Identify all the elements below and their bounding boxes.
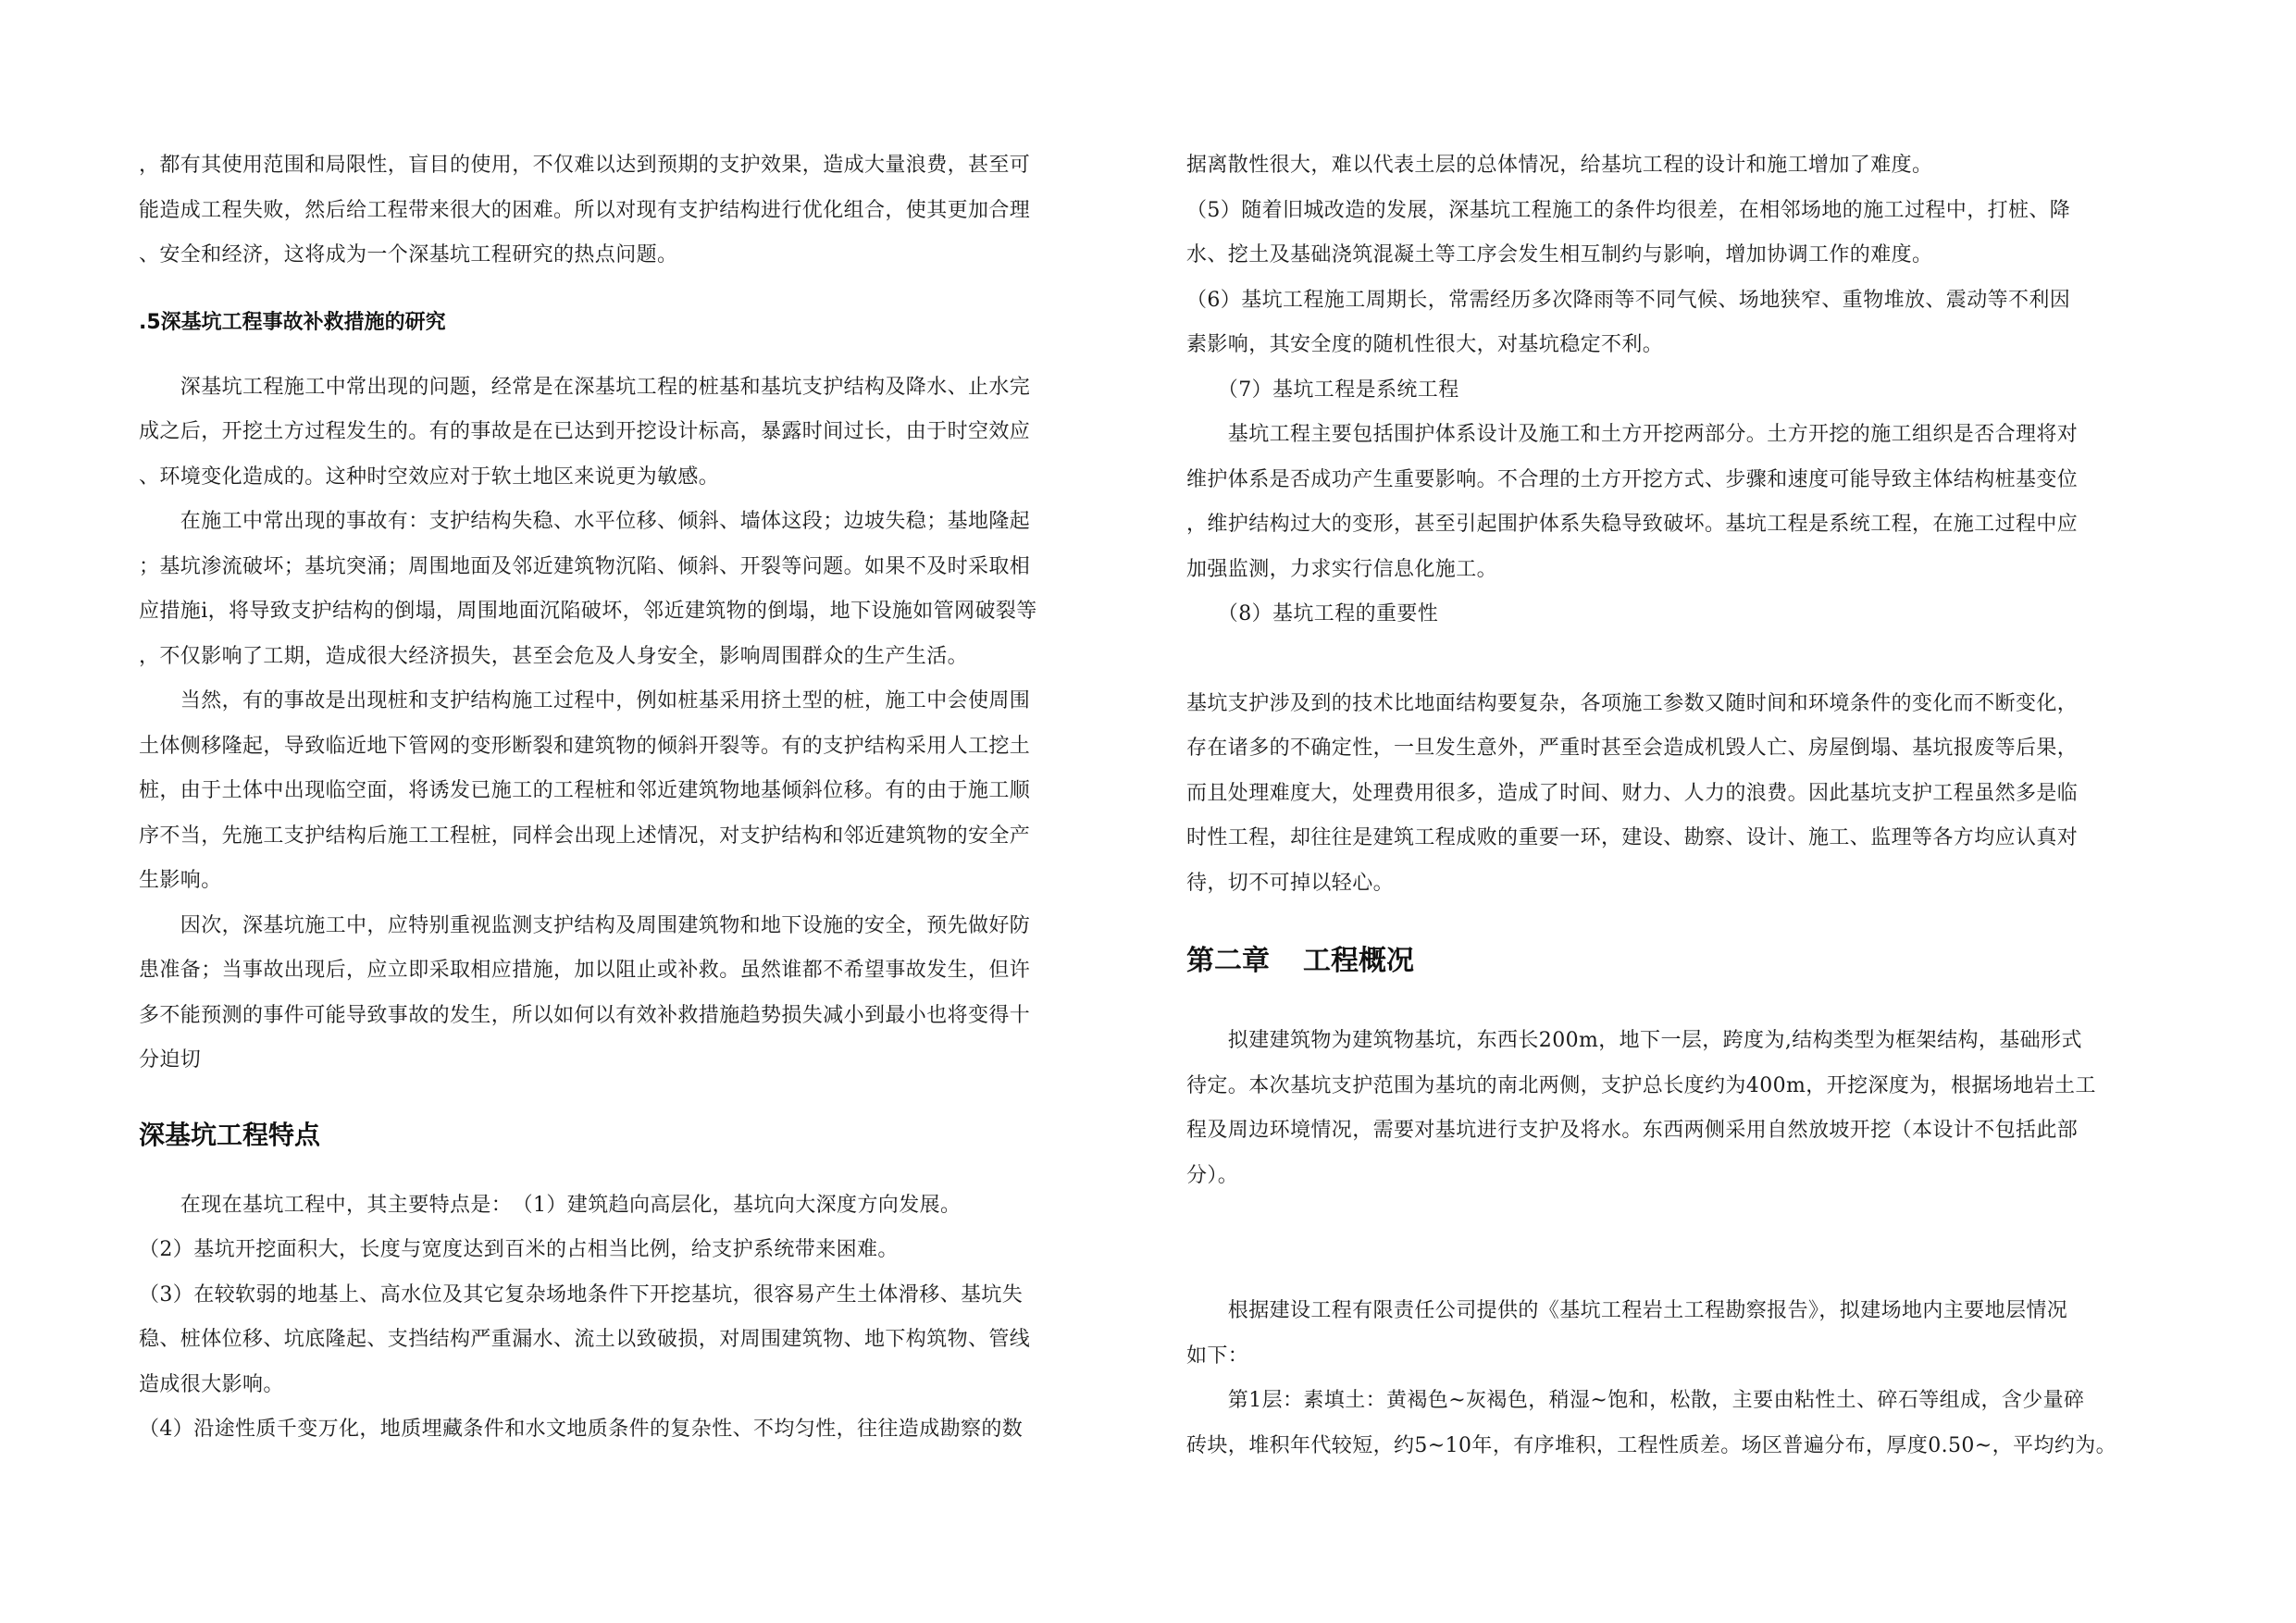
paragraph-layer-1 <box>1186 1379 2186 1468</box>
list-item: （3）在较软弱的地基上、高水位及其它复杂场地条件下开挖基坑，很容易产生土体滑移、基坑失 <box>139 1282 1024 1307</box>
text-line: 患准备；当事故出现后，应立即采取相应措施，加以阻止或补救。虽然谁都不希望事故发生，但许 <box>139 959 1031 982</box>
paragraph-pile-construction <box>139 679 1143 904</box>
text-line: 在施工中常出现的事故有：支护结构失稳、水平位移、倾斜、墙体这段；边坡失稳；基地隆起 <box>139 510 1031 533</box>
text-line: 分迫切 <box>139 1048 202 1072</box>
section-heading-features: 深基坑工程特点 <box>139 1119 321 1150</box>
text-line: 加强监测，力求实行信息化施工。 <box>1186 557 1498 581</box>
text-line: 分）。 <box>1186 1163 1239 1187</box>
text-line: ；基坑渗流破坏；基坑突涌；周围地面及邻近建筑物沉陷、倾斜、开裂等问题。如果不及时采取相 <box>139 554 1031 578</box>
text-line: 土体侧移隆起，导致临近地下管网的变形断裂和建筑物的倾斜开裂等。有的支护结构采用人工挖土 <box>139 734 1031 758</box>
text-line: 存在诸多的不确定性，一旦发生意外，严重时甚至会造成机毁人亡、房屋倒塌、基坑报废等后果， <box>1186 737 2079 760</box>
paragraph-overview <box>1186 1019 2186 1198</box>
text-line: 据离散性很大，难以代表土层的总体情况，给基坑工程的设计和施工增加了难度。 <box>1186 154 1933 177</box>
text-line: 深基坑工程施工中常出现的问题，经常是在深基坑工程的桩基和基坑支护结构及降水、止水完 <box>139 375 1031 399</box>
text-line: 成之后，开挖土方过程发生的。有的事故是在已达到开挖设计标高，暴露时间过长，由于时空效应 <box>139 420 1031 443</box>
text-line: 而且处理难度大，处理费用很多，造成了时间、财力、人力的浪费。因此基坑支护工程虽然多是临 <box>1186 781 2079 805</box>
paragraph-importance <box>1186 682 2186 907</box>
features-list <box>139 1183 1143 1453</box>
right-column <box>1186 143 2186 1468</box>
paragraph-monitoring <box>139 904 1143 1084</box>
text-line: ，不仅影响了工期，造成很大经济损失，甚至会危及人身安全，影响周围群众的生产生活。 <box>139 644 969 668</box>
left-column <box>139 143 1143 1453</box>
list-item: （2）基坑开挖面积大，长度与宽度达到百米的占相当比例，给支护系统带来困难。 <box>139 1238 899 1261</box>
text-line: 维护体系是否成功产生重要影响。不合理的土方开挖方式、步骤和速度可能导致主体结构桩基变位 <box>1186 467 2079 491</box>
text-line: 程及周边环境情况，需要对基坑进行支护及将水。东西两侧采用自然放坡开挖（本设计不包括此部 <box>1186 1119 2079 1142</box>
text-line: 待，切不可掉以轻心。 <box>1186 871 1395 895</box>
text-line: 时性工程，却往往是建筑工程成败的重要一环，建设、勘察、设计、施工、监理等各方均应认真对 <box>1186 826 2079 849</box>
text-line: （6）基坑工程施工周期长，常需经历多次降雨等不同气候、场地狭窄、重物堆放、震动等不利因 <box>1186 288 2071 312</box>
text-line: 砖块，堆积年代较短，约5~10年，有序堆积，工程性质差。场区普遍分布，厚度0.50~，平均约为。 <box>1186 1433 2117 1457</box>
text-line: （8）基坑工程的重要性 <box>1186 602 1439 626</box>
text-line: 、环境变化造成的。这种时空效应对于软土地区来说更为敏感。 <box>139 465 720 489</box>
text-line: 基坑支护涉及到的技术比地面结构要复杂，各项施工参数又随时间和环境条件的变化而不断变化， <box>1186 691 2079 715</box>
chapter-number: 第二章 <box>1186 945 1270 977</box>
chapter-title: 工程概况 <box>1303 945 1414 977</box>
list-item: 在现在基坑工程中，其主要特点是： （1）建筑趋向高层化，基坑向大深度方向发展。 <box>139 1193 962 1217</box>
text-line: 素影响，其安全度的随机性很大，对基坑稳定不利。 <box>1186 333 1664 356</box>
text-line: 根据建设工程有限责任公司提供的《基坑工程岩土工程勘察报告》，拟建场地内主要地层情况 <box>1186 1299 2068 1322</box>
text-line: 水、挖土及基础浇筑混凝土等工序会发生相互制约与影响，增加协调工作的难度。 <box>1186 243 1933 266</box>
text-line: （5）随着旧城改造的发展，深基坑工程施工的条件均很差，在相邻场地的施工过程中，打桩、降 <box>1186 198 2071 222</box>
text-line: 生影响。 <box>139 869 222 892</box>
text-line: ，维护结构过大的变形，甚至引起围护体系失稳导致破坏。基坑工程是系统工程，在施工过程中应 <box>1186 513 2079 536</box>
text-line: 因次，深基坑施工中，应特别重视监测支护结构及周围建筑物和地下设施的安全，预先做好防 <box>139 913 1031 937</box>
text-line: 拟建建筑物为建筑物基坑，东西长200m，地下一层，跨度为,结构类型为框架结构，基础形式 <box>1186 1029 2082 1052</box>
chapter-heading <box>1186 934 2186 989</box>
text-line: 能造成工程失败，然后给工程带来很大的困难。所以对现有支护结构进行优化组合，使其更加合理 <box>139 198 1031 222</box>
paragraph-problems <box>139 365 1143 501</box>
paragraph-accidents <box>139 500 1143 679</box>
text-line: 当然，有的事故是出现桩和支护结构施工过程中，例如桩基采用挤土型的桩，施工中会使周围 <box>139 689 1031 712</box>
text-line: 桩，由于土体中出现临空面，将诱发已施工的工程桩和邻近建筑物地基倾斜位移。有的由于施工顺 <box>139 779 1031 802</box>
text-line: 待定。本次基坑支护范围为基坑的南北两侧，支护总长度约为400m，开挖深度为，根据场地岩土工 <box>1186 1073 2096 1097</box>
text-line: 基坑工程主要包括围护体系设计及施工和土方开挖两部分。土方开挖的施工组织是否合理将对 <box>1186 423 2079 446</box>
text-line: 第1层：素填土：黄褐色~灰褐色，稍湿~饱和，松散，主要由粘性土、碎石等组成，含少量碎 <box>1186 1389 2085 1412</box>
text-line: 序不当，先施工支护结构后施工工程桩，同样会出现上述情况，对支护结构和邻近建筑物的安全产 <box>139 824 1031 848</box>
section-heading-1-5: .5深基坑工程事故补救措施的研究 <box>139 310 446 334</box>
text-line: 、安全和经济，这将成为一个深基坑工程研究的热点问题。 <box>139 243 678 266</box>
paragraph-geology <box>1186 1289 2186 1379</box>
features-continued <box>1186 143 2186 638</box>
text-line: ，都有其使用范围和局限性，盲目的使用，不仅难以达到预期的支护效果，造成大量浪费，甚至可 <box>139 154 1031 177</box>
list-item: 稳、桩体位移、坑底隆起、支挡结构严重漏水、流土以致破损，对周围建筑物、地下构筑物、管线 <box>139 1328 1031 1351</box>
text-line: 如下： <box>1186 1344 1249 1368</box>
text-line: （7）基坑工程是系统工程 <box>1186 378 1459 402</box>
list-item: （4）沿途性质千变万化，地质埋藏条件和水文地质条件的复杂性、不均匀性，往往造成勘察的数 <box>139 1418 1024 1441</box>
intro-paragraph <box>139 143 1143 279</box>
list-item: 造成很大影响。 <box>139 1372 284 1396</box>
text-line: 应措施i，将导致支护结构的倒塌，周围地面沉陷破坏，邻近建筑物的倒塌，地下设施如管网破裂等 <box>139 600 1037 623</box>
text-line: 多不能预测的事件可能导致事故的发生，所以如何以有效补救措施趋势损失减小到最小也将变得十 <box>139 1003 1031 1027</box>
